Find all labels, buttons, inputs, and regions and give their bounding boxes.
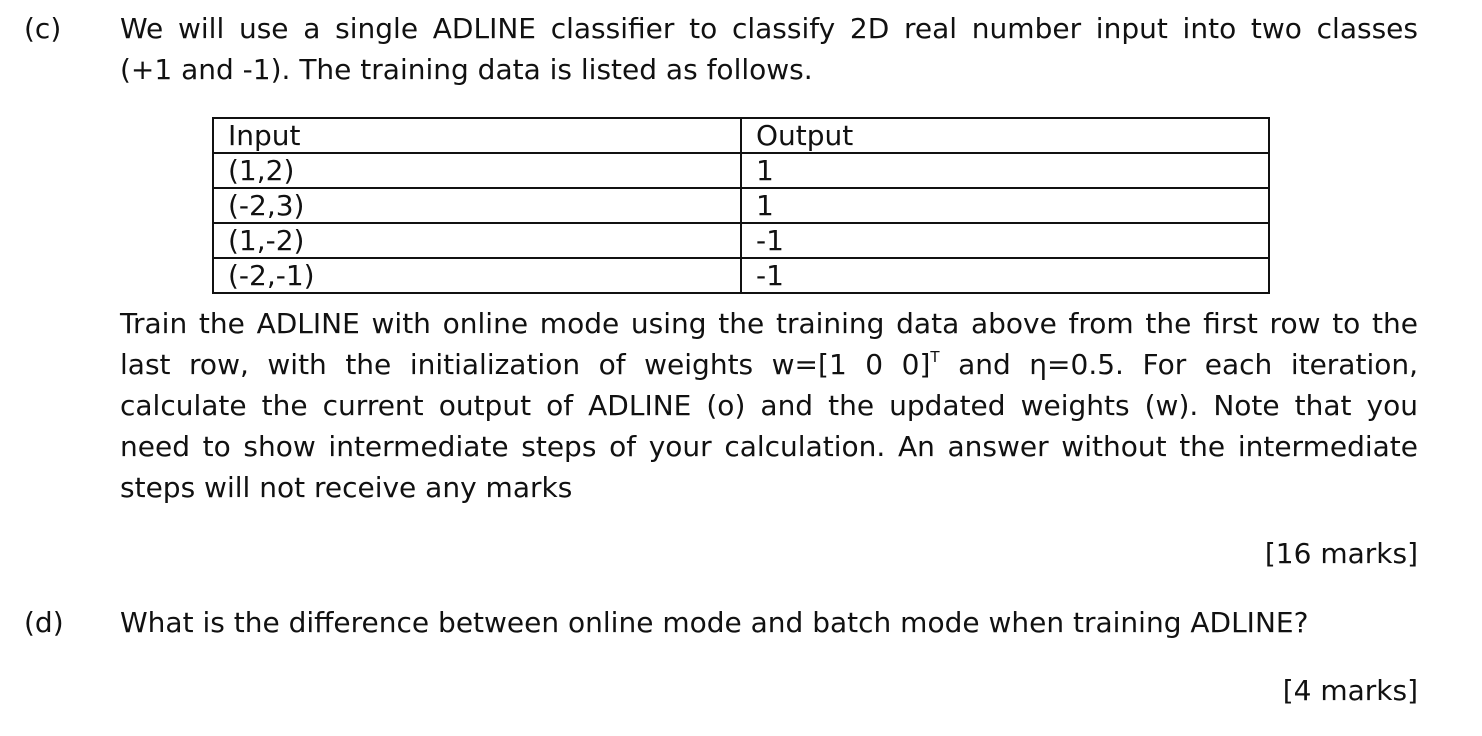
part-d-label: (d) <box>24 606 64 639</box>
part-c-intro-line-2: (+1 and -1). The training data is listed as follows. <box>120 53 813 86</box>
table-cell-input: (-2,-1) <box>213 258 741 293</box>
part-d-question <box>120 602 1418 643</box>
part-c-intro-line-1: We will use a single ADLINE classifier to classify 2D real number input into two classes <box>120 12 1418 45</box>
learning-rate-text: and η=0.5. For each iteration, <box>939 348 1419 381</box>
table-header-row <box>213 118 1269 153</box>
part-d-question-line: What is the difference between online mode and batch mode when training ADLINE? <box>120 606 1309 639</box>
table-header-input: Input <box>213 118 741 153</box>
table-header-output: Output <box>741 118 1269 153</box>
table-cell-output: 1 <box>741 153 1269 188</box>
part-c-marks: [16 marks] <box>1264 537 1418 570</box>
training-data-table <box>212 117 1270 294</box>
table-cell-input: (1,-2) <box>213 223 741 258</box>
part-c-body-line-3: calculate the current output of ADLINE (o) and the updated weights (w). Note that you <box>120 389 1418 422</box>
table-row <box>213 153 1269 188</box>
table-cell-input: (-2,3) <box>213 188 741 223</box>
part-c-label: (c) <box>24 12 62 45</box>
weights-init-text: last row, with the initialization of weights w=[1 0 0] <box>120 348 931 381</box>
part-d-marks: [4 marks] <box>1282 674 1418 707</box>
part-c-intro <box>120 8 1418 90</box>
table-row <box>213 188 1269 223</box>
part-c-body-line-2 <box>120 344 1418 385</box>
part-c-body-line-1: Train the ADLINE with online mode using the training data above from the first row to the <box>120 307 1418 340</box>
table-row <box>213 223 1269 258</box>
table-cell-output: -1 <box>741 223 1269 258</box>
table-row <box>213 258 1269 293</box>
transpose-superscript: T <box>930 348 940 366</box>
table-cell-output: -1 <box>741 258 1269 293</box>
part-c-body <box>120 303 1418 508</box>
table-cell-input: (1,2) <box>213 153 741 188</box>
part-c-body-line-4: need to show intermediate steps of your calculation. An answer without the intermediate <box>120 430 1418 463</box>
part-c-body-line-5: steps will not receive any marks <box>120 471 573 504</box>
table-cell-output: 1 <box>741 188 1269 223</box>
